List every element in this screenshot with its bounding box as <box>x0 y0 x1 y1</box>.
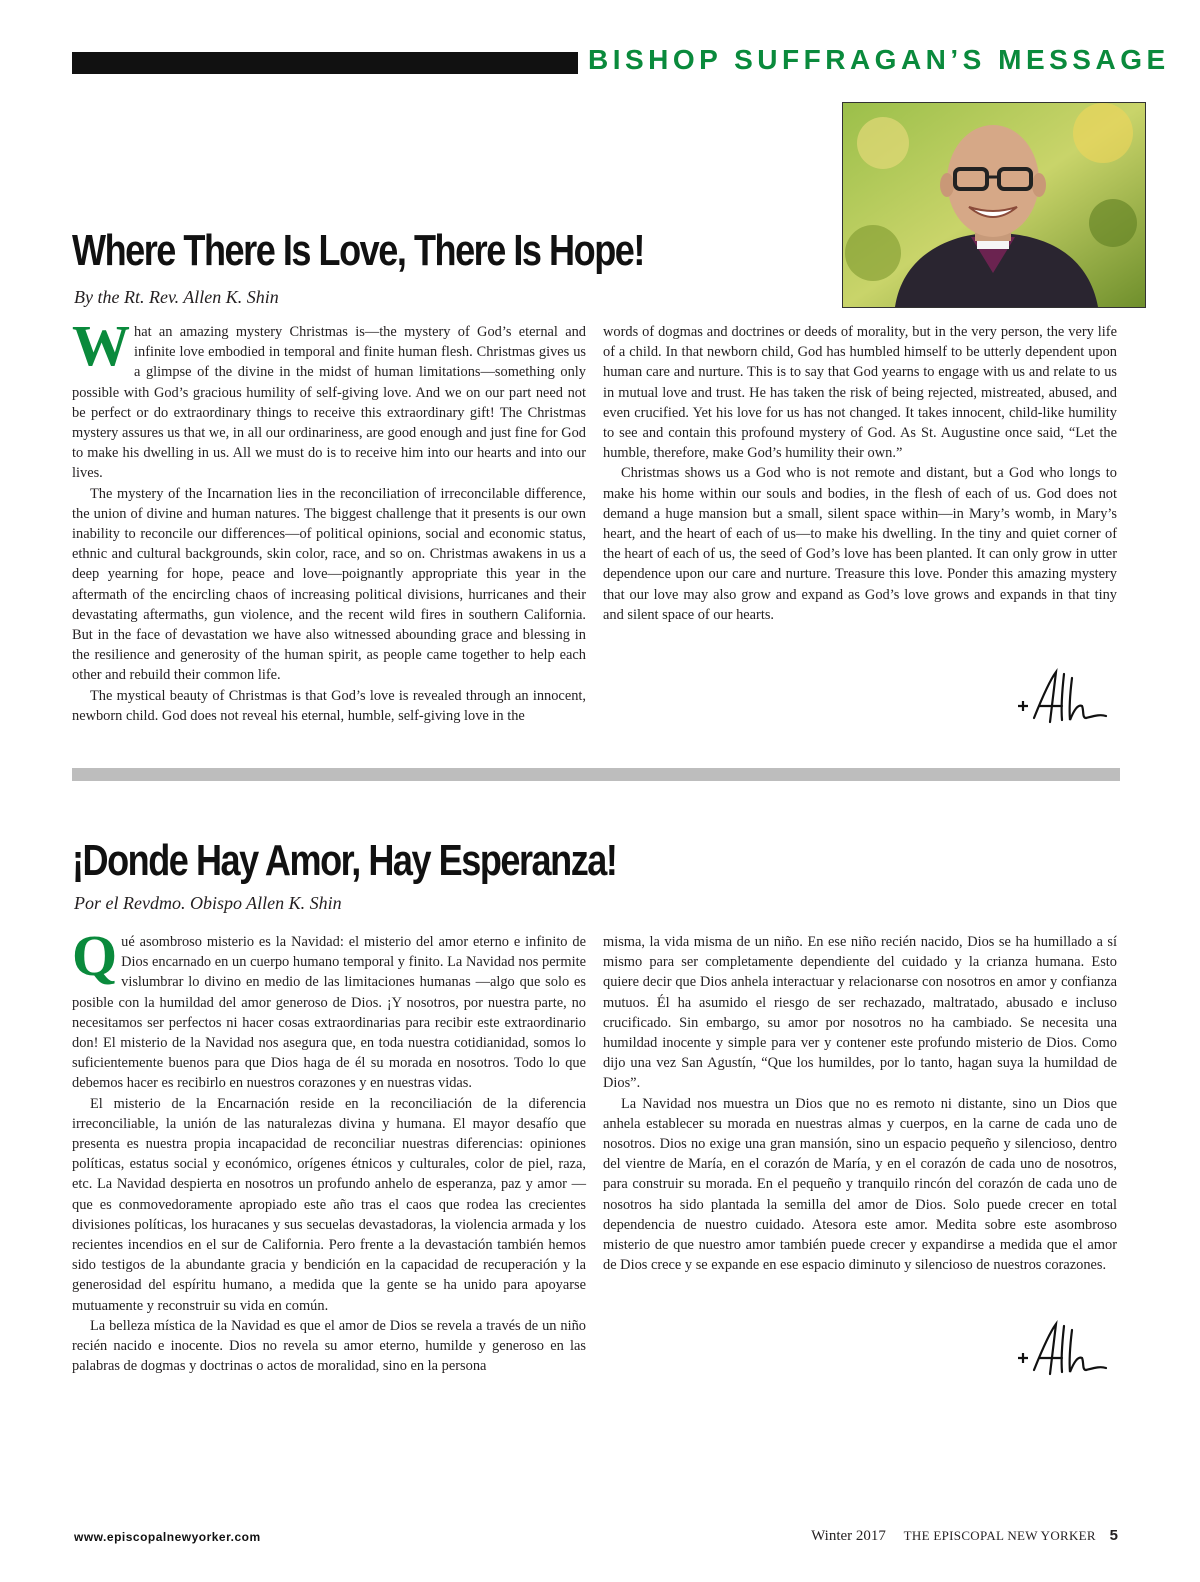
byline-spanish: Por el Revdmo. Obispo Allen K. Shin <box>74 893 342 913</box>
spanish-column-2 <box>603 932 1117 1275</box>
paragraph-text: ué asombroso misterio es la Navidad: el misterio del amor eterno e infinito de Dios encarnado en un cuerpo humano temporal y finito. La Navidad nos permite vislumbrar lo divino en medio de las limitaciones humanas —algo que solo es posible con la humildad del amor generoso de Dios. ¡Y nosotros, por nuestra parte, no necesitamos ser perfectos ni hacer cosas extraordinarias para recibir este extraordinario don! El misterio de la Navidad nos asegura que, en toda nuestra cotidianidad, somos lo suficientemente buenos para que Dios haga de él su morada en nosotros. Todo lo que debemos hacer es recibirlo en nuestros corazones y en nuestras vidas. <box>72 934 586 1092</box>
paragraph <box>72 313 586 484</box>
page-number: 5 <box>1109 1527 1118 1544</box>
section-label: BISHOP SUFFRAGAN’S MESSAGE <box>588 44 1170 75</box>
signature-english <box>1014 668 1114 728</box>
paragraph: words of dogmas and doctrines or deeds of morality, but in the very person, the very life of a child. In that newborn child, God has humbled himself to be utterly dependent upon human care and nurture. This is to say that God yearns to engage with us and relate to us in mutual love and trust. He has taken the risk of being rejected, mistreated, abused, and even crucified. Yet his love for us has not changed. It takes innocent, child-like humility to see and contain this profound mystery of God. As St. Augustine once said, “Let the humble, therefore, make God’s humility their own.” <box>603 324 1117 462</box>
paragraph: La belleza mística de la Navidad es que el amor de Dios se revela a través de un niño recién nacido e inocente. Dios no revela su amor eterno, humilde y generoso en las palabras de dogmas y doctrinas o actos de moralidad, sino en la persona <box>72 1317 586 1375</box>
paragraph-text: hat an amazing mystery Christmas is—the mystery of God’s eternal and infinite love embodied in temporal and finite human flesh. Christmas gives us a glimpse of the divine in the midst of human limitations—something only possible with God’s gracious humility of self-giving love. And we on our part need not be perfect or do extraordinary things to receive this extraordinary gift! The Christmas mystery assures us that we, in all our ordinariness, are good enough and just fine for God to make his dwelling in us. All we must do is to receive him into our hearts and into our lives. <box>72 324 586 482</box>
paragraph: La Navidad nos muestra un Dios que no es remoto ni distante, sino un Dios que anhela establecer su morada en nuestras almas y cuerpos, en la carne de cada uno de nosotros. Dios no exige una gran mansión, sino un espacio pequeño y silencioso, dentro del vientre de María, en el corazón de María, y en el corazón de cada uno de nosotros, para construir su morada. En el pequeño y tranquilo rincón del corazón de cada uno de nosotros ha sido plantada la semilla del amor de Dios. Solo puede crecer en total dependencia de nuestro cuidado. Atesora este amor. Medita sobre este asombroso misterio de que nuestro amor también puede crecer y expandirse a medida que el amor de Dios crece y se expande en ese espacio diminuto y silencioso de nuestros corazones. <box>603 1095 1117 1274</box>
paragraph <box>72 923 586 1094</box>
spanish-column-1 <box>72 923 586 1376</box>
english-column-1 <box>72 313 586 726</box>
drop-cap: Q <box>72 923 118 988</box>
footer-season: Winter 2017 <box>811 1528 886 1544</box>
article-title-english: Where There Is Love, There Is Hope! <box>72 226 644 275</box>
bishop-portrait-photo <box>842 102 1146 308</box>
footer-publication: THE EPISCOPAL NEW YORKER <box>903 1528 1096 1543</box>
signature-spanish <box>1014 1320 1114 1380</box>
drop-cap: W <box>72 313 130 378</box>
section-divider <box>72 768 1120 781</box>
footer-info <box>811 1527 1118 1545</box>
paragraph: Christmas shows us a God who is not remote and distant, but a God who longs to make his home within our souls and bodies, in the flesh of each of us. God does not demand a huge mansion but a small, silent space within—in Mary’s womb, in Mary’s heart, and the heart of each of us—to make his dwelling. In the tiny and quiet corner of the heart of each of us, the seed of God’s love has been planted. It can only grow in utter dependence upon our care and nurture. Treasure this love. Ponder this amazing mystery that our love may also grow and expand as God’s love grows and expands in that tiny and silent space of our hearts. <box>603 465 1117 623</box>
paragraph: misma, la vida misma de un niño. En ese niño recién nacido, Dios se ha humillado a sí mismo para ser completamente dependiente del cuidado y la crianza humana. Esto quiere decir que Dios anhela interactuar y relacionarse con nosotros en amor y confianza mutuos. Él ha asumido el riesgo de ser rechazado, maltratado, abusado e incluso crucificado. Sin embargo, su amor por nosotros no ha cambiado. Se necesita una humildad inocente y simple para ver y contener este profundo misterio de Dios. Como dijo una vez San Agustín, “Que los humildes, por lo tanto, hagan suya la humildad de Dios”. <box>603 934 1117 1092</box>
byline-english: By the Rt. Rev. Allen K. Shin <box>74 287 279 307</box>
paragraph: The mystery of the Incarnation lies in the reconciliation of irreconcilable difference, the union of divine and human natures. The biggest challenge that it presents is our own inability to reconcile our differences—of political opinions, social and economic status, ethnic and cultural backgrounds, skin color, race, and so on. Christmas awakens in us a deep yearning for hope, peace and love—poignantly appropriate this year in the aftermath of the encircling chaos of increasing political divisions, hurricanes and their devastating aftermaths, gun violence, and the recent wild fires in southern California. But in the face of devastation we have also witnessed abounding grace and blessing in the resilience and generosity of the human spirit, as people came together to help each other and rebuild their common life. <box>72 485 586 684</box>
english-column-2 <box>603 322 1117 625</box>
header-bar <box>72 52 578 74</box>
paragraph: El misterio de la Encarnación reside en la reconciliación de la diferencia irreconciliable, la unión de las naturalezas divina y humana. El mayor desafío que presenta es nuestra propia incapacidad de reconciliar nuestras diferencias: opiniones políticas, estatus social y económico, orígenes étnicos y culturales, color de piel, raza, etc. La Navidad despierta en nosotros un profundo anhelo de esperanza, paz y amor —que es conmovedoramente apropiado este año tras el caos que rodea las crecientes divisiones políticas, los huracanes y sus secuelas devastadoras, la violencia armada y los recientes incendios en el sur de California. Pero frente a la devastación también hemos sido testigos de la abundante gracia y bendición en la capacidad de recuperación y la generosidad del espíritu humano, a medida que la gente se ha unido para apoyarse mutuamente y reconstruir su vida en común. <box>72 1095 586 1314</box>
paragraph: The mystical beauty of Christmas is that God’s love is revealed through an innocent, newborn child. God does not reveal his eternal, humble, self-giving love in the <box>72 687 586 724</box>
article-title-spanish: ¡Donde Hay Amor, Hay Esperanza! <box>72 836 617 885</box>
footer-website-link[interactable]: www.episcopalnewyorker.com <box>74 1530 261 1544</box>
